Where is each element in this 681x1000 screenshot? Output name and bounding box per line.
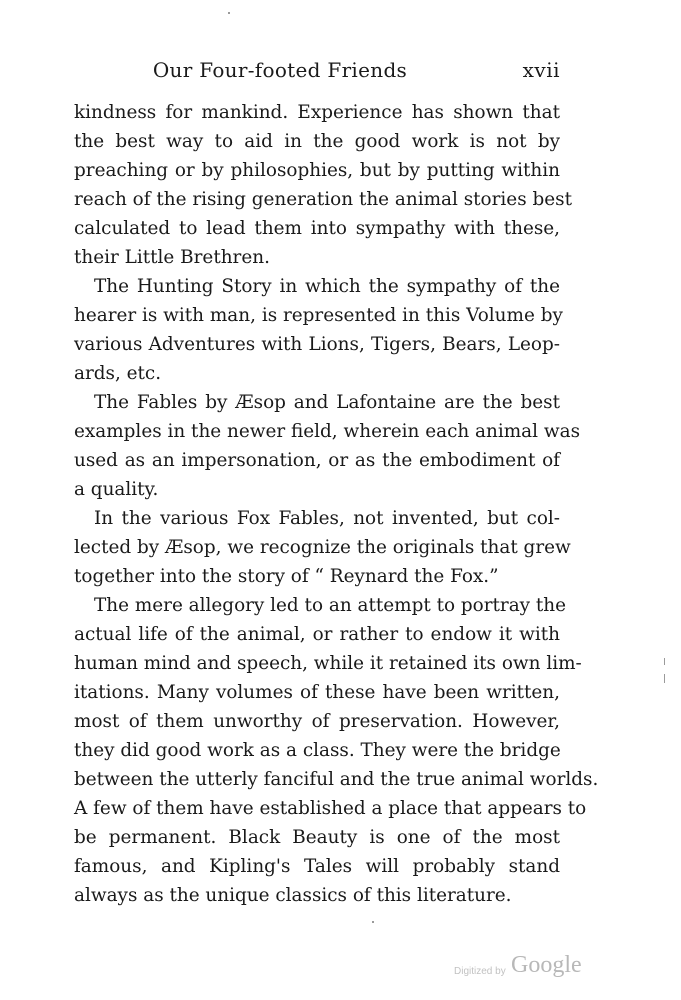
text-line: examples in the newer field, wherein each animal was xyxy=(74,421,581,442)
text-line: various Adventures with Lions, Tigers, Bears, Leop- xyxy=(74,334,560,355)
text-line: In the various Fox Fables, not invented, but col- xyxy=(94,508,560,529)
body-text xyxy=(74,98,599,910)
text-line: calculated to lead them into sympathy with these, xyxy=(74,218,560,239)
text-line: famous, and Kipling's Tales will probably stand xyxy=(74,856,560,877)
text-line: lected by Æsop, we recognize the originals that grew xyxy=(74,537,571,558)
text-line: the best way to aid in the good work is not by xyxy=(74,131,560,152)
text-line: hearer is with man, is represented in this Volume by xyxy=(74,305,563,326)
digitized-watermark xyxy=(454,952,604,984)
text-line: preaching or by philosophies, but by putting within xyxy=(74,160,560,181)
running-head xyxy=(70,58,560,86)
text-line: together into the story of “ Reynard the Fox.” xyxy=(74,566,499,587)
scan-mark-right-2 xyxy=(664,674,665,683)
text-line: always as the unique classics of this literature. xyxy=(74,885,512,906)
text-line: kindness for mankind. Experience has shown that xyxy=(74,102,560,123)
scan-speck-bottom xyxy=(372,921,374,923)
text-line: human mind and speech, while it retained its own lim- xyxy=(74,653,582,674)
text-line: itations. Many volumes of these have been written, xyxy=(74,682,560,703)
scan-mark-right-1 xyxy=(664,658,665,665)
text-line: they did good work as a class. They were the bridge xyxy=(74,740,561,761)
text-line: The Hunting Story in which the sympathy of the xyxy=(94,276,560,297)
text-line: The mere allegory led to an attempt to portray the xyxy=(94,595,567,616)
scan-speck-top xyxy=(228,12,230,14)
text-line: ards, etc. xyxy=(74,363,162,384)
text-line: The Fables by Æsop and Lafontaine are the best xyxy=(94,392,560,413)
running-title: Our Four-footed Friends xyxy=(152,58,408,82)
google-logo: Google xyxy=(511,952,582,978)
text-line: A few of them have established a place that appears to xyxy=(74,798,587,819)
watermark-small-text: Digitized by xyxy=(454,966,506,977)
text-line: used as an impersonation, or as the embodiment of xyxy=(74,450,560,471)
text-line: their Little Brethren. xyxy=(74,247,270,268)
text-line: a quality. xyxy=(74,479,159,500)
text-line: be permanent. Black Beauty is one of the most xyxy=(74,827,560,848)
text-line: most of them unworthy of preservation. However, xyxy=(74,711,560,732)
text-line: actual life of the animal, or rather to endow it with xyxy=(74,624,560,645)
page-number: xvii xyxy=(522,58,560,82)
text-line: between the utterly fanciful and the true animal worlds. xyxy=(74,769,599,790)
text-line: reach of the rising generation the animal stories best xyxy=(74,189,572,210)
